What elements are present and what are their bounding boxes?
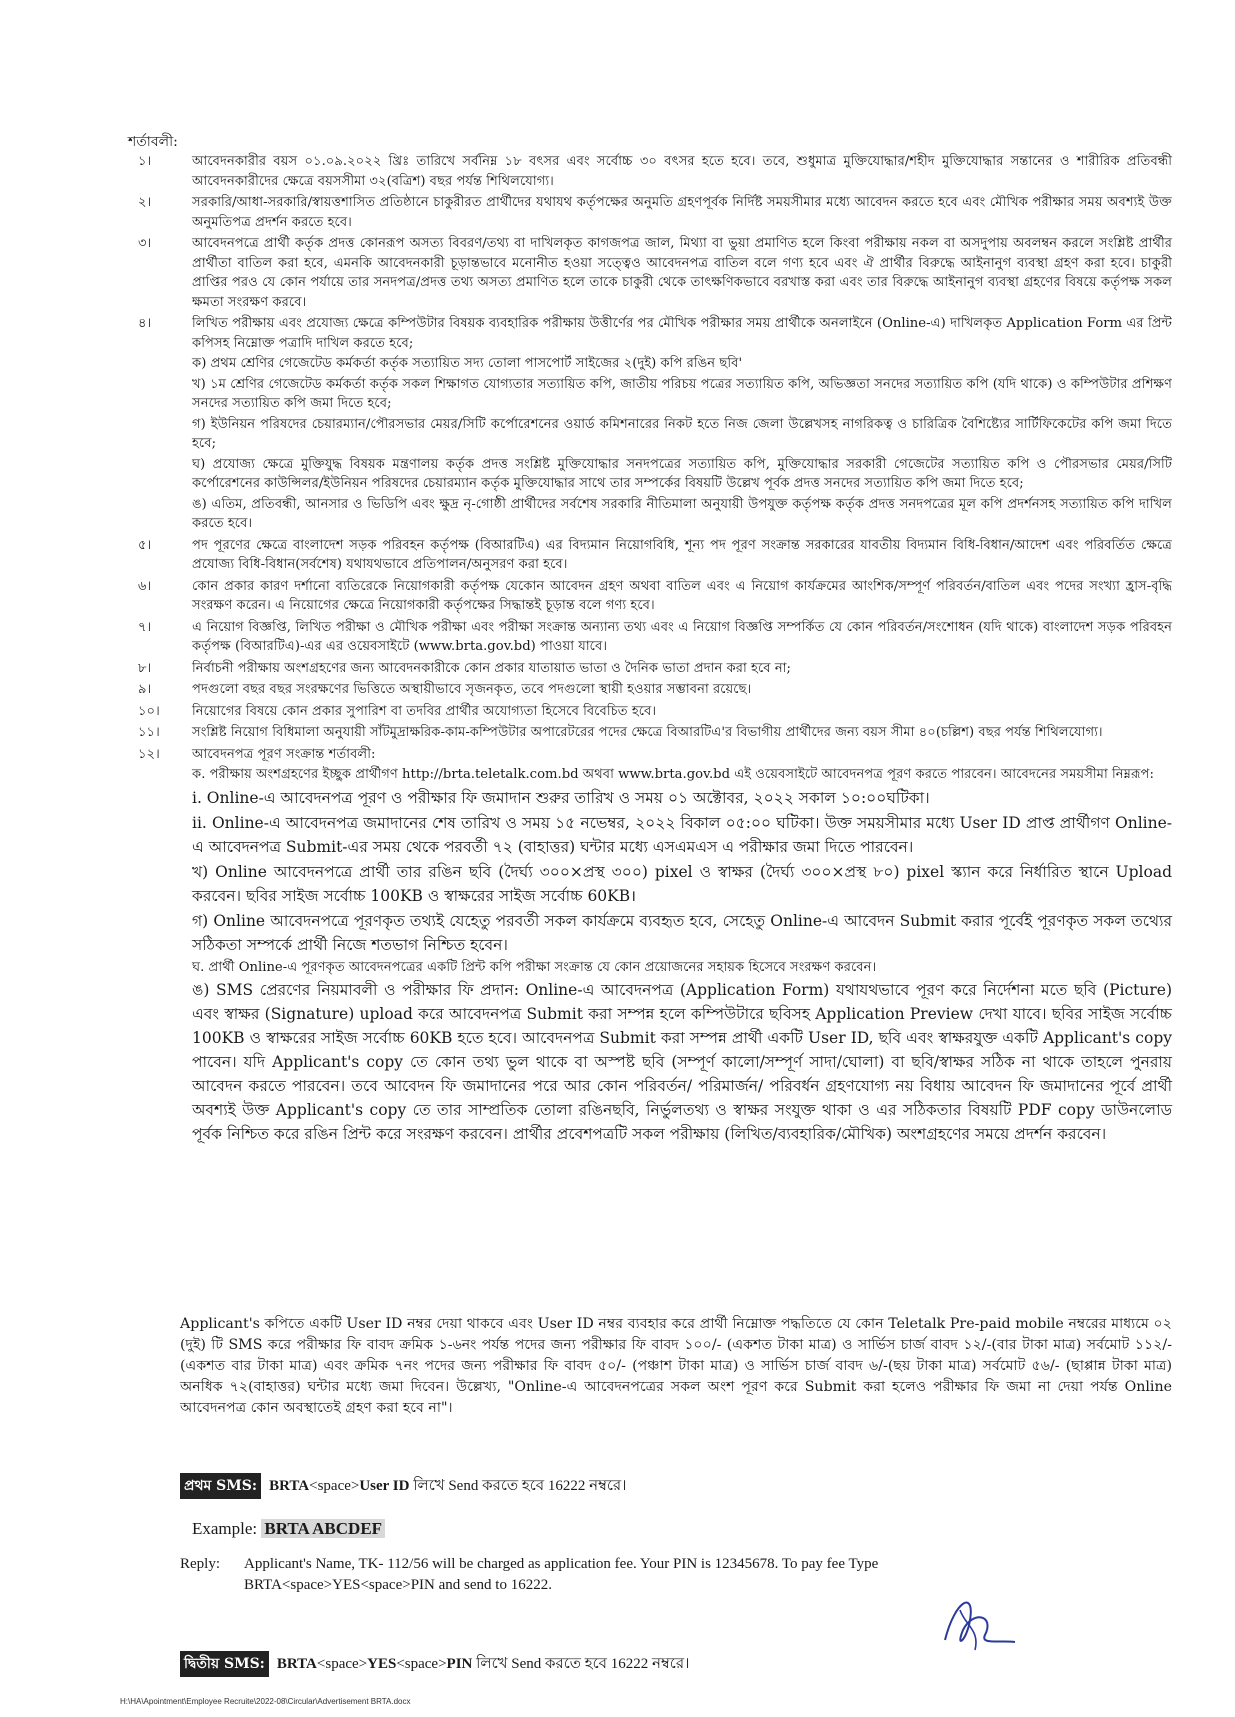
signature-image bbox=[925, 1580, 1035, 1660]
clause-text: আবেদনপত্রে প্রার্থী কর্তৃক প্রদত্ত কোনরূপ অসত্য বিবরণ/তথ্য বা দাখিলকৃত কাগজপত্র জাল, মিথ্যা বা ভুয়া প্রমাণিত হলে কিংবা পরীক্ষায় নকল বা অসদুপায় অবলম্বন করলে সংশ্লিষ্ট প্রার্থীর প্রার্থীতা বাতিল করা হবে, এমনকি আবেদনকারী চূড়ান্তভাবে মনোনীত হওয়া সত্ত্বেও আবেদনপত্র বাতিল বলে গণ্য হবে এবং ঐ প্রার্থীর বিরুদ্ধে আইনানুগ ব্যবস্থা গ্রহণ করা হবে। চাকুরী প্রাপ্তির পরও যে কোন পর্যায়ে তার সনদপত্র/প্রদত্ত তথ্য অসত্য প্রমাণিত হলে তাকে চাকুরী থেকে তাৎক্ষণিকভাবে বরখাস্ত করা এবং তার বিরুদ্ধে আইনানুগ ব্যবস্থা গ্রহণের বিষয়ে কর্তৃপক্ষ সকল ক্ষমতা সংরক্ষণ করবে। bbox=[192, 236, 1172, 310]
clause-number: ১। bbox=[138, 154, 152, 169]
sub-item: ঙ) SMS প্রেরণের নিয়মাবলী ও পরীক্ষার ফি প্রদান: Online-এ আবেদনপত্র (Application Form) যথাযথভাবে পূরণ করে নির্দেশনা মতে ছবি (Picture) এবং স্বাক্ষর (Signature) upload করে আবেদনপত্র Submit করা সম্পন্ন হলে কম্পিউটারে ছবিসহ Application Preview দেখা যাবে। ছবির সাইজ সর্বোচ্চ 100KB ও স্বাক্ষরের সাইজ সর্বোচ্চ 60KB হতে হবে। আবেদনপত্র Submit করা সম্পন্ন প্রার্থী একটি User ID, ছবি এবং স্বাক্ষরযুক্ত একটি Applicant's copy পাবেন। যদি Applicant's copy তে কোন তথ্য ভুল থাকে বা অস্পষ্ট ছবি (সম্পূর্ণ কালো/সম্পূর্ণ সাদা/ঘোলা) বা ছবি/স্বাক্ষর সঠিক না থাকে তাহলে পুনরায় আবেদন করতে পারবেন। তবে আবেদন ফি জমাদানের পরে আর কোন পরিবর্তন/ পরিমার্জন/ পরিবর্ধন গ্রহণযোগ্য নয় বিধায় আবেদন ফি জমাদানের পূর্বে প্রার্থী অবশ্যই উক্ত Applicant's copy তে তার সাম্প্রতিক তোলা রঙিনছবি, নির্ভুলতথ্য ও স্বাক্ষর সংযুক্ত থাকা ও এর সঠিকতার বিষয়টি PDF copy ডাউনলোড পূর্বক নিশ্চিত করে রঙিন প্রিন্ট করে সংরক্ষণ করবেন। প্রার্থীর প্রবেশপত্রটি সকল পরীক্ষায় (লিখিত/ব্যবহারিক/মৌখিক) অংশগ্রহণের সময়ে প্রদর্শন করবেন। bbox=[192, 981, 1172, 1143]
example-label: Example: bbox=[192, 1519, 258, 1538]
reply-label: Reply: bbox=[180, 1556, 220, 1572]
second-sms-line bbox=[180, 1651, 689, 1677]
clause-text: আবেদনকারীর বয়স ০১.০৯.২০২২ খ্রিঃ তারিখে সর্বনিম্ন ১৮ বৎসর এবং সর্বোচ্চ ৩০ বৎসর হতে হবে। তবে, শুধুমাত্র মুক্তিযোদ্ধার/শহীদ মুক্তিযোদ্ধার সন্তানের ও শারীরিক প্রতিবন্ধী আবেদনকারীদের ক্ষেত্রে বয়সসীমা ৩২(বত্রিশ) বছর পর্যন্ত শিথিলযোগ্য। bbox=[192, 154, 1172, 189]
clause-11 bbox=[128, 723, 1172, 743]
fee-paragraph: Applicant's কপিতে একটি User ID নম্বর দেয়া থাকবে এবং User ID নম্বর ব্যবহার করে প্রার্থী নিম্নোক্ত পদ্ধতিতে যে কোন Teletalk Pre-paid mobile নম্বরের মাধ্যমে ০২ (দুই) টি SMS করে পরীক্ষার ফি বাবদ ক্রমিক ১-৬নং পর্যন্ত পদের জন্য পরীক্ষার ফি বাবদ ১০০/- (একশত টাকা মাত্র) ও সার্ভিস চার্জ বাবদ ১২/-(বার টাকা মাত্র) সর্বমোট ১১২/- (একশত বার টাকা মাত্র) এবং ক্রমিক ৭নং পদের জন্য পরীক্ষার ফি বাবদ ৫০/- (পঞ্চাশ টাকা মাত্র) ও সার্ভিস চার্জ বাবদ ৬/-(ছয় টাকা মাত্র) সর্বমোট ৫৬/- (ছাপ্পান্ন টাকা মাত্র) অনধিক ৭২(বাহাত্তর) ঘন্টার মধ্যে জমা দিবেন। উল্লেখ্য, "Online-এ আবেদনপত্রের সকল অংশ পূরণ করে Submit করা হলেও পরীক্ষার ফি জমা না দেয়া পর্যন্ত Online আবেদনপত্র কোন অবস্থাতেই গ্রহণ করা হবে না"। bbox=[180, 1316, 1172, 1416]
clause-text: সরকারি/আধা-সরকারি/স্বায়ত্তশাসিত প্রতিষ্ঠানে চাকুরীরত প্রার্থীদের যথাযথ কর্তৃপক্ষের অনুমতি গ্রহণপূর্বক নির্দিষ্ট সময়সীমার মধ্যে আবেদন করতে হবে এবং মৌখিক পরীক্ষার সময় অবশ্যই উক্ত অনুমতিপত্র প্রদর্শন করতে হবে। bbox=[192, 195, 1172, 230]
clause-number: ৮। bbox=[138, 660, 152, 676]
clause-number: ৬। bbox=[138, 578, 152, 594]
clause-text: নিয়োগের বিষয়ে কোন প্রকার সুপারিশ বা তদবির প্রার্থীর অযোগ্যতা হিসেবে বিবেচিত হবে। bbox=[192, 703, 657, 719]
sms-keyword: User ID bbox=[359, 1477, 410, 1494]
example-line bbox=[192, 1519, 385, 1539]
example-code: BRTA ABCDEF bbox=[261, 1519, 385, 1538]
sub-item: গ) Online আবেদনপত্রে পূরণকৃত তথ্যই যেহেতু পরবর্তী সকল কার্যক্রমে ব্যবহৃত হবে, সেহেতু Online-এ আবেদন Submit করার পূর্বেই পূরণকৃত সকল তথ্যের সঠিকতা সম্পর্কে প্রার্থী নিজে শতভাগ নিশ্চিত হবেন। bbox=[192, 911, 1172, 954]
file-path-footer: H:\HA\Apointment\Employee Recruite\2022-08\Circular\Advertisement BRTA.docx bbox=[120, 1697, 411, 1706]
sub-item: i. Online-এ আবেদনপত্র পূরণ ও পরীক্ষার ফি জমাদান শুরুর তারিখ ও সময় ০১ অক্টোবর, ২০২২ সকাল ১০:০০ঘটিকা। bbox=[192, 788, 930, 807]
clause-text: এ নিয়োগ বিজ্ঞপ্তি, লিখিত পরীক্ষা ও মৌখিক পরীক্ষা এবং পরীক্ষা সংক্রান্ত অন্যান্য তথ্য এবং এ নিয়োগ বিজ্ঞপ্তি সম্পর্কিত যে কোন পরিবর্তন/সংশোধন (যদি থাকে) বাংলাদেশ সড়ক পরিবহন কর্তৃপক্ষ (বিআরটিএ)-এর এর ওয়েবসাইটে (www.brta.gov.bd) পাওয়া যাবে। bbox=[192, 619, 1172, 654]
clause-number: ৯। bbox=[138, 682, 152, 697]
sub-item: ii. Online-এ আবেদনপত্র জমাদানের শেষ তারিখ ও সময় ১৫ নভেম্বর, ২০২২ বিকাল ০৫:০০ ঘটিকা। উক্ত সময়সীমার মধ্যে User ID প্রাপ্ত প্রার্থীগণ Online-এ আবেদনপত্র Submit-এর সময় থেকে পরবর্তী ৭২ (বাহাত্তর) ঘন্টার মধ্যে এসএমএস এ পরীক্ষার জমা দিতে পারবেন। bbox=[192, 813, 1172, 856]
sms-instruction-text: লিখে Send করতে হবে 16222 নম্বরে। bbox=[409, 1477, 627, 1494]
clause-10 bbox=[128, 702, 1172, 722]
clause-2 bbox=[128, 193, 1172, 232]
sms-keyword: BRTA bbox=[276, 1655, 317, 1672]
clause-text: পদ পূরণের ক্ষেত্রে বাংলাদেশ সড়ক পরিবহন কর্তৃপক্ষ (বিআরটিএ) এর বিদ্যমান নিয়োগবিধি, শূন্য পদ পূরণ সংক্রান্ত সরকারের যাবতীয় বিদ্যমান বিধি-বিধান/আদেশ এবং পরিবর্তিত ক্ষেত্রে প্রযোজ্য বিধি-বিধান(সর্বশেষ) যথাযথভাবে প্রতিপালন/অনুসরণ করা হবে। bbox=[192, 537, 1172, 572]
sub-item: ক. পরীক্ষায় অংশগ্রহণের ইচ্ছুক প্রার্থীগণ http://brta.teletalk.com.bd অথবা www.brta.gov.bd এই ওয়েবসাইটে আবেদনপত্র পূরণ করতে পারবেন। আবেদনের সময়সীমা নিম্নরূপ: bbox=[192, 767, 1154, 782]
sub-item: ঙ) এতিম, প্রতিবন্ধী, আনসার ও ভিডিপি এবং ক্ষুদ্র নৃ-গোষ্ঠী প্রার্থীদের সর্বশেষ সরকারি নীতিমালা অনুযায়ী উপযুক্ত কর্তৃপক্ষ কর্তৃক প্রদত্ত সনদপত্রের মূল কপি প্রদর্শনসহ সত্যায়িত কপি দাখিল করতে হবে। bbox=[192, 496, 1172, 531]
clause-text: নির্বাচনী পরীক্ষায় অংশগ্রহণের জন্য আবেদনকারীকে কোন প্রকার যাতায়াত ভাতা ও দৈনিক ভাতা প্রদান করা হবে না; bbox=[192, 660, 791, 676]
conditions-list bbox=[128, 152, 1172, 1148]
sub-item: ঘ) প্রযোজ্য ক্ষেত্রে মুক্তিযুদ্ধ বিষয়ক মন্ত্রণালয় কর্তৃক প্রদত্ত সংশ্লিষ্ট মুক্তিযোদ্ধার সনদপত্রের সত্যায়িত কপি, মুক্তিযোদ্ধার সরকারী গেজেটের সত্যায়িত কপি ও পৌরসভার মেয়র/সিটি কর্পোরেশনের কাউন্সিলর/ইউনিয়ন পরিষদের চেয়ারম্যান কর্তৃক মুক্তিযোদ্ধার সাথে তার সম্পর্কের বিষয়টি উল্লেখ পূর্বক প্রদত্ত সনদের সত্যায়িত কপি জমা দিতে হবে; bbox=[192, 456, 1172, 491]
sms-space-token: <space> bbox=[309, 1477, 360, 1494]
clause-7 bbox=[128, 618, 1172, 657]
clause-1 bbox=[128, 152, 1172, 191]
first-sms-instruction bbox=[269, 1474, 626, 1499]
first-sms-line bbox=[180, 1473, 627, 1499]
clause-12 bbox=[128, 745, 1172, 1147]
clause-5 bbox=[128, 536, 1172, 575]
second-sms-label: দ্বিতীয় SMS: bbox=[180, 1651, 269, 1677]
sms-keyword: YES bbox=[367, 1655, 397, 1672]
clause-number: ১২। bbox=[138, 746, 160, 762]
sms-keyword: BRTA bbox=[269, 1477, 310, 1494]
clause-number: ১০। bbox=[138, 703, 160, 719]
sub-item: ঘ. প্রার্থী Online-এ পূরণকৃত আবেদনপত্রের একটি প্রিন্ট কপি পরীক্ষা সংক্রান্ত যে কোন প্রয়োজনের সহায়ক হিসেবে সংরক্ষণ করবেন। bbox=[192, 959, 877, 975]
sms-space-token: <space> bbox=[316, 1655, 368, 1672]
reply-line: Applicant's Name, TK- 112/56 will be charged as application fee. Your PIN is 12345678. To pay fee Type bbox=[244, 1556, 879, 1572]
clause-number: ৫। bbox=[138, 537, 152, 553]
first-sms-label: প্রথম SMS: bbox=[180, 1473, 261, 1499]
sms-keyword: PIN bbox=[446, 1655, 473, 1672]
sms-space-token: <space> bbox=[396, 1655, 447, 1672]
clause-6 bbox=[128, 577, 1172, 616]
sub-item: খ) ১ম শ্রেণির গেজেটেড কর্মকর্তা কর্তৃক সকল শিক্ষাগত যোগ্যতার সত্যায়িত কপি, জাতীয় পরিচয় পত্রের সত্যায়িত কপি, অভিজ্ঞতা সনদের সত্যায়িত কপি (যদি থাকে) ও কম্পিউটার প্রশিক্ষণ সনদের সত্যায়িত কপি জমা দিতে হবে; bbox=[192, 376, 1172, 411]
clause-text: লিখিত পরীক্ষায় এবং প্রযোজ্য ক্ষেত্রে কম্পিউটার বিষয়ক ব্যবহারিক পরীক্ষায় উত্তীর্ণের পর মৌখিক পরীক্ষার সময় প্রার্থীকে অনলাইনে (Online-এ) দাখিলকৃত Application Form এর প্রিন্ট কপিসহ নিম্নোক্ত পত্রাদি দাখিল করতে হবে; bbox=[192, 316, 1172, 351]
sub-item: গ) ইউনিয়ন পরিষদের চেয়ারম্যান/পৌরসভার মেয়র/সিটি কর্পোরেশনের ওয়ার্ড কমিশনারের নিকট হতে নিজ জেলা উল্লেখসহ নাগরিকত্ব ও চারিত্রিক বৈশিষ্ট্যের সার্টিফিকেটের কপি জমা দিতে হবে; bbox=[192, 416, 1172, 451]
clause-number: ৭। bbox=[138, 619, 152, 635]
conditions-heading: শর্তাবলী: bbox=[128, 134, 178, 150]
sub-item: ক) প্রথম শ্রেণির গেজেটেড কর্মকর্তা কর্তৃক সত্যায়িত সদ্য তোলা পাসপোর্ট সাইজের ২(দুই) কপি রঙিন ছবি' bbox=[192, 356, 743, 371]
clause-text: কোন প্রকার কারণ দর্শানো ব্যতিরেকে নিয়োগকারী কর্তৃপক্ষ যেকোন আবেদন গ্রহণ অথবা বাতিল এবং এ নিয়োগ কার্যক্রমের আংশিক/সম্পূর্ণ পরিবর্তন/বাতিল এবং পদের সংখ্যা হ্রাস-বৃদ্ধি সংরক্ষণ করেন। এ নিয়োগের ক্ষেত্রে নিয়োগকারী কর্তৃপক্ষের সিদ্ধান্তই চূড়ান্ত বলে গণ্য হবে। bbox=[192, 578, 1172, 613]
second-sms-instruction bbox=[277, 1652, 690, 1677]
clause-number: ২। bbox=[138, 195, 152, 210]
clause-number: ৪। bbox=[138, 316, 152, 331]
clause-9 bbox=[128, 680, 1172, 700]
clause-number: ৩। bbox=[138, 236, 152, 251]
clause-3 bbox=[128, 234, 1172, 312]
clause-text: সংশ্লিষ্ট নিয়োগ বিধিমালা অনুযায়ী সাঁটমুদ্রাক্ষরিক-কাম-কম্পিউটার অপারেটরের পদের ক্ষেত্রে বিআরটিএ'র বিভাগীয় প্রার্থীদের জন্য বয়স সীমা ৪০(চল্লিশ) বছর পর্যন্ত শিথিলযোগ্য। bbox=[192, 725, 1103, 740]
clause-8 bbox=[128, 659, 1172, 679]
clause-4 bbox=[128, 314, 1172, 534]
reply-line: BRTA<space>YES<space>PIN and send to 16222. bbox=[244, 1577, 552, 1593]
sms-instruction-text: লিখে Send করতে হবে 16222 নম্বরে। bbox=[472, 1655, 690, 1672]
clause-number: ১১। bbox=[138, 725, 160, 740]
clause-text: আবেদনপত্র পূরণ সংক্রান্ত শর্তাবলী: bbox=[192, 746, 376, 762]
clause-text: পদগুলো বছর বছর সংরক্ষণের ভিত্তিতে অস্থায়ীভাবে সৃজনকৃত, তবে পদগুলো স্থায়ী হওয়ার সম্ভাবনা রয়েছে। bbox=[192, 682, 752, 697]
sub-item: খ) Online আবেদনপত্রে প্রার্থী তার রঙিন ছবি (দৈর্ঘ্য ৩০০×প্রস্থ ৩০০) pixel ও স্বাক্ষর (দৈর্ঘ্য ৩০০×প্রস্থ ৮০) pixel স্ক্যান করে নির্ধারিত স্থানে Upload করবেন। ছবির সাইজ সর্বোচ্চ 100KB ও স্বাক্ষরের সাইজ সর্বোচ্চ 60KB। bbox=[192, 862, 1172, 905]
